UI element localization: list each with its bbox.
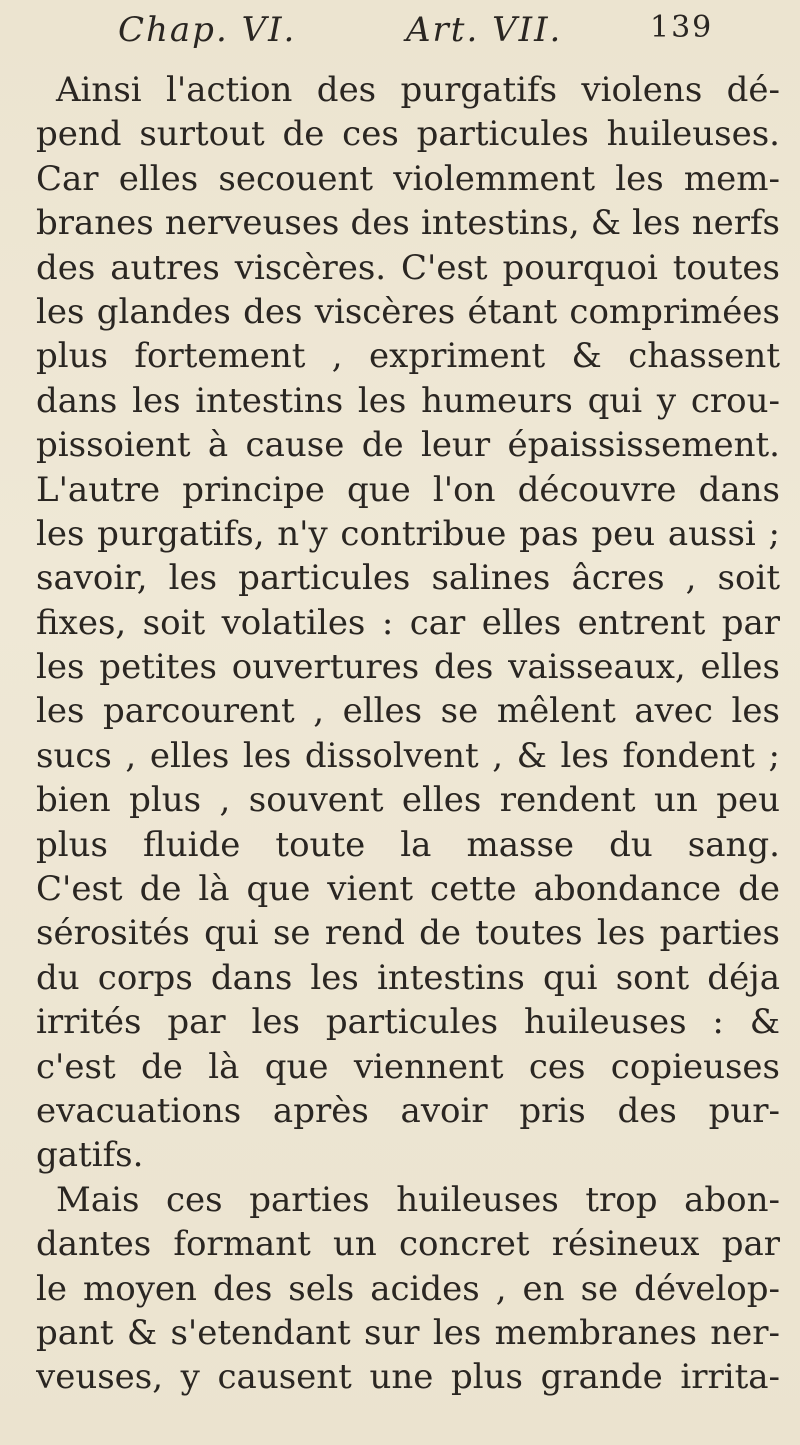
text-line: savoir, les particules salines âcres , soit: [36, 558, 780, 599]
text-line: Car elles secouent violemment les mem-: [36, 158, 780, 199]
text-line: les parcourent , elles se mêlent avec les: [36, 691, 780, 732]
text-line: evacuations après avoir pris des pur-: [36, 1090, 780, 1131]
text-line: des autres viscères. C'est pourquoi toutes: [36, 247, 780, 288]
text-line: sucs , elles les dissolvent , & les fondent ;: [36, 735, 780, 776]
text-line: pend surtout de ces particules huileuses.: [36, 114, 780, 155]
text-line: dantes formant un concret résineux par: [36, 1224, 780, 1265]
text-line: C'est de là que vient cette abondance de: [36, 869, 780, 910]
text-line: sérosités qui se rend de toutes les parties: [36, 913, 780, 954]
text-line: c'est de là que viennent ces copieuses: [36, 1046, 780, 1087]
text-line: pant & s'etendant sur les membranes ner-: [36, 1312, 780, 1353]
body-text: [36, 68, 780, 1400]
text-line: Ainsi l'action des purgatifs violens dé-: [56, 70, 780, 110]
text-line: le moyen des sels acides , en se dévelop-: [36, 1268, 780, 1309]
text-line: les glandes des viscères étant comprimées: [36, 291, 780, 332]
text-line: gatifs.: [36, 1135, 144, 1176]
text-line: Mais ces parties huileuses trop abon-: [56, 1179, 780, 1220]
text-line: L'autre principe que l'on découvre dans: [36, 469, 780, 510]
text-line: les petites ouvertures des vaisseaux, elles: [36, 647, 780, 688]
text-line: dans les intestins les humeurs qui y crou-: [36, 380, 780, 421]
running-header: [118, 10, 714, 70]
text-line: bien plus , souvent elles rendent un peu: [36, 780, 780, 821]
article-heading: Art. VII.: [406, 10, 563, 50]
page-number: 139: [650, 10, 714, 45]
text-line: branes nerveuses des intestins, & les nerfs: [36, 203, 780, 244]
text-line: irrités par les particules huileuses : &: [36, 1002, 780, 1043]
text-line: plus fortement , expriment & chassent: [36, 336, 780, 377]
text-line: du corps dans les intestins qui sont déja: [36, 957, 780, 998]
text-line: veuses, y causent une plus grande irrita-: [36, 1357, 780, 1398]
text-line: pissoient à cause de leur épaississement.: [36, 425, 780, 466]
chapter-heading: Chap. VI.: [118, 10, 297, 50]
text-line: fixes, soit volatiles : car elles entrent par: [36, 602, 780, 643]
text-line: les purgatifs, n'y contribue pas peu aussi ;: [36, 513, 780, 554]
text-line: plus fluide toute la masse du sang.: [36, 824, 780, 865]
